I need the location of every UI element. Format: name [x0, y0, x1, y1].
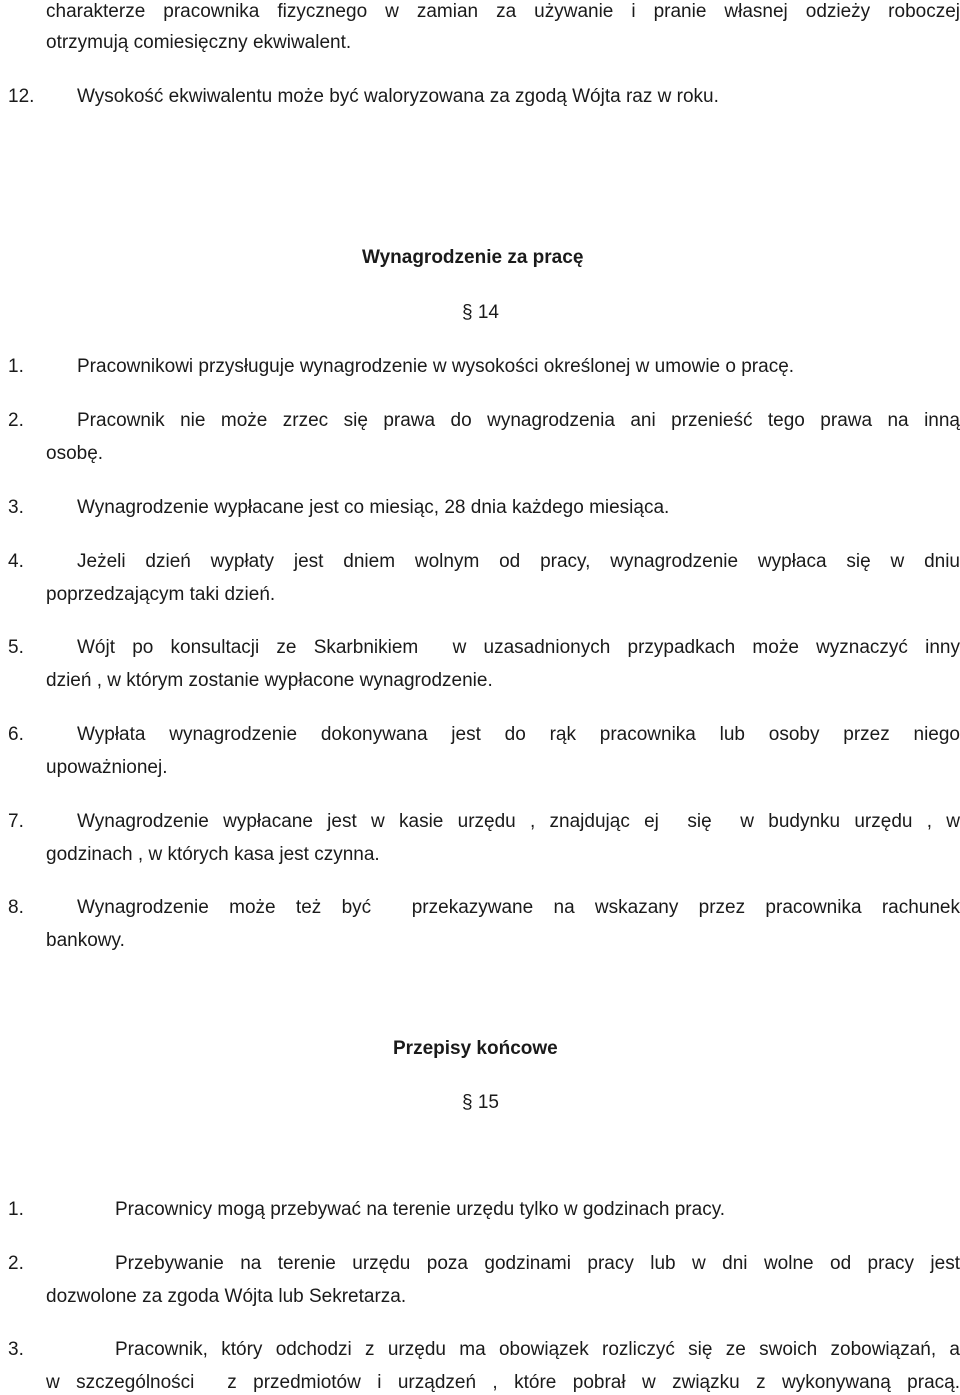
s15-item-1-line-1: Pracownicy mogą przebywać na terenie urzędu tylko w godzinach pracy.	[115, 1199, 726, 1220]
s14-item-6-number: 6.	[8, 724, 24, 745]
s14-item-8-line-1: Wynagrodzenie może też być przekazywane na wskazany przez pracownika rachunek	[77, 897, 960, 918]
s14-item-2-number: 2.	[8, 410, 24, 431]
section-14-paragraph-mark: § 14	[462, 302, 499, 323]
section-15-paragraph-mark: § 15	[462, 1092, 499, 1113]
s14-item-7-line-1: Wynagrodzenie wypłacane jest w kasie urzędu , znajdując ej się w budynku urzędu , w	[77, 811, 960, 832]
s14-item-7-number: 7.	[8, 811, 24, 832]
s14-item-6-line-2: upoważnionej.	[46, 757, 168, 778]
s14-item-6-line-1: Wypłata wynagrodzenie dokonywana jest do rąk pracownika lub osoby przez niego	[77, 724, 960, 745]
item-12-number: 12.	[8, 86, 35, 107]
s14-item-5-line-1: Wójt po konsultacji ze Skarbnikiem w uzasadnionych przypadkach może wyznaczyć inny	[77, 637, 960, 658]
s14-item-4-line-2: poprzedzającym taki dzień.	[46, 584, 276, 605]
intro-line-2: otrzymują comiesięczny ekwiwalent.	[46, 32, 352, 53]
s15-item-1-number: 1.	[8, 1199, 24, 1220]
s15-item-2-line-1: Przebywanie na terenie urzędu poza godzinami pracy lub w dni wolne od pracy jest	[115, 1253, 960, 1274]
s14-item-5-line-2: dzień , w którym zostanie wypłacone wynagrodzenie.	[46, 670, 493, 691]
s15-item-3-number: 3.	[8, 1339, 24, 1360]
s15-item-3-line-1: Pracownik, który odchodzi z urzędu ma obowiązek rozliczyć się ze swoich zobowiązań, a	[115, 1339, 960, 1360]
s14-item-2-line-1: Pracownik nie może zrzec się prawa do wynagrodzenia ani przenieść tego prawa na inną	[77, 410, 960, 431]
s14-item-4-line-1: Jeżeli dzień wypłaty jest dniem wolnym od pracy, wynagrodzenie wypłaca się w dniu	[77, 551, 960, 572]
s14-item-1-line-1: Pracownikowi przysługuje wynagrodzenie w wysokości określonej w umowie o pracę.	[77, 356, 795, 377]
s14-item-7-line-2: godzinach , w których kasa jest czynna.	[46, 844, 380, 865]
s14-item-4-number: 4.	[8, 551, 24, 572]
s14-item-5-number: 5.	[8, 637, 24, 658]
section-14-heading: Wynagrodzenie za pracę	[362, 247, 584, 268]
item-12-text: Wysokość ekwiwalentu może być waloryzowana za zgodą Wójta raz w roku.	[77, 86, 719, 107]
s15-item-2-number: 2.	[8, 1253, 24, 1274]
s14-item-8-line-2: bankowy.	[46, 930, 125, 951]
s15-item-2-line-2: dozwolone za zgoda Wójta lub Sekretarza.	[46, 1286, 407, 1307]
s14-item-3-line-1: Wynagrodzenie wypłacane jest co miesiąc, 28 dnia każdego miesiąca.	[77, 497, 670, 518]
s14-item-3-number: 3.	[8, 497, 24, 518]
intro-line-1: charakterze pracownika fizycznego w zamian za używanie i pranie własnej odzieży roboczej	[46, 1, 960, 22]
s14-item-8-number: 8.	[8, 897, 24, 918]
s14-item-2-line-2: osobę.	[46, 443, 104, 464]
s15-item-3-line-2: w szczególności z przedmiotów i urządzeń , które pobrał w związku z wykonywaną pracą.	[46, 1372, 960, 1393]
section-15-heading: Przepisy końcowe	[393, 1038, 558, 1059]
s14-item-1-number: 1.	[8, 356, 24, 377]
